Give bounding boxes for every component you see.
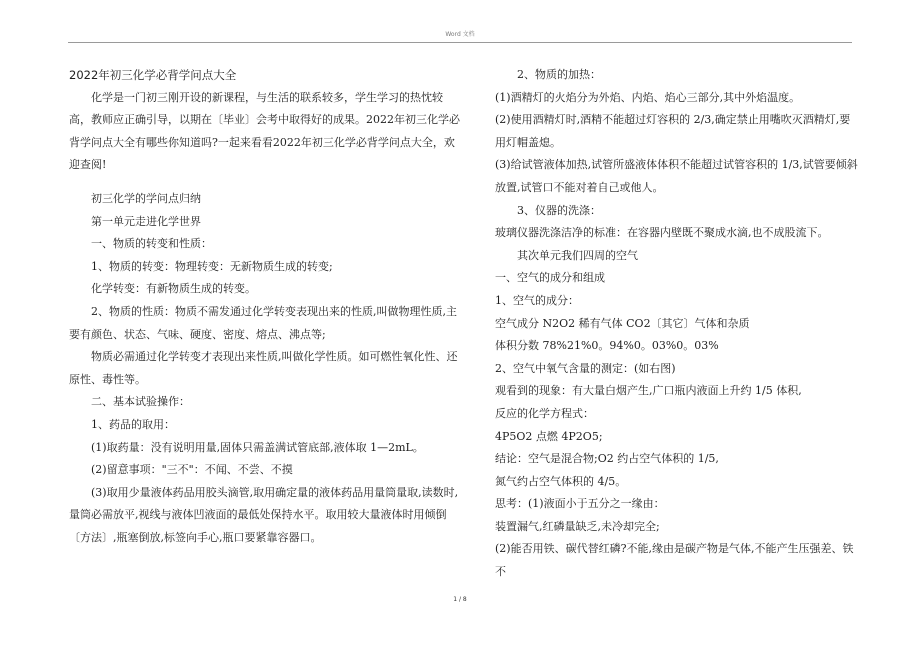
body-paragraph: 2、物质的性质：物质不需发通过化学转变表现出来的性质,叫做物理性质,主要有颜色、状态、气味、硬度、密度、熔点、沸点等; [69, 304, 457, 341]
left-column [69, 64, 462, 549]
body-paragraph: (3)取用少量液体药品用胶头滴管,取用确定量的液体药品用量筒量取,读数时,量筒必需放平,视线与液体凹液面的最低处保持水平。取用较大量液体时用倾倒〔方法〕,瓶塞倒放,标签向手心,瓶口要紧靠容器口。 [69, 485, 459, 544]
body-line: 2、物质的加热： [517, 68, 601, 81]
body-line: (1)取药量：没有说明用量,固体只需盖满试管底部,液体取 1—2mL。 [91, 440, 424, 454]
paragraph-gap [69, 177, 462, 188]
body-line: 观看到的现象：有大量白烟产生,广口瓶内液面上升约 1/5 体积, [495, 384, 802, 398]
body-line: 反应的化学方程式： [495, 406, 594, 420]
body-line: 化学转变：有新物质生成的转变。 [91, 282, 256, 296]
body-line: 结论：空气是混合物;O2 约占空气体积的 1/5, [495, 452, 719, 466]
body-line: 空气成分 N2O2 稀有气体 CO2〔其它〕气体和杂质 [495, 316, 750, 330]
unit-heading: 第一单元走进化学世界 [91, 214, 201, 228]
body-line: 1、空气的成分： [495, 293, 579, 307]
body-line: 2、空气中氧气含量的测定：(如右图) [495, 361, 676, 375]
body-line: (2)留意事项："三不"：不闻、不尝、不摸 [91, 463, 293, 477]
right-column [495, 64, 859, 584]
body-line: (1)酒精灯的火焰分为外焰、内焰、焰心三部分,其中外焰温度。 [495, 90, 801, 104]
unit-heading: 其次单元我们四周的空气 [517, 248, 638, 262]
body-line: (2)能否用铁、碳代替红磷?不能,缘由是碳产物是气体,不能产生压强差、铁不 [495, 542, 854, 579]
body-paragraph: 物质必需通过化学转变才表现出来性质,叫做化学性质。如可燃性氧化性、还原性、毒性等。 [69, 350, 458, 386]
page-number: 1 / 8 [453, 596, 467, 603]
body-paragraph: (2)使用酒精灯时,酒精不能超过灯容积的 2/3,确定禁止用嘴吹灭酒精灯,要用灯帽盖熄。 [495, 113, 851, 149]
subsection-heading: 一、物质的转变和性质： [91, 237, 212, 251]
body-paragraph: (3)给试管液体加热,试管所盛液体体积不能超过试管容积的 1/3,试管要倾斜放置,试管口不能对着自己或他人。 [495, 158, 858, 194]
subsection-heading: 一、空气的成分和组成 [495, 271, 605, 285]
body-line: 体积分数 78%21%0。94%0。03%0。03% [495, 339, 719, 353]
document-header: Word 文档 [445, 31, 475, 38]
body-line: 装置漏气,红磷量缺乏,未冷却完全; [495, 519, 660, 533]
body-line: 氮气约占空气体积的 4/5。 [495, 474, 627, 488]
header-rule [68, 42, 852, 43]
body-line: 思考：(1)液面小于五分之一缘由： [495, 497, 665, 511]
subsection-heading: 二、基本试验操作： [91, 395, 190, 409]
body-line: 1、药品的取用： [91, 417, 175, 431]
section-heading: 初三化学的学问点归纳 [91, 191, 201, 205]
intro-paragraph: 化学是一门初三刚开设的新课程，与生活的联系较多，学生学习的热忱较高，教师应正确引导，以期在〔毕业〕会考中取得好的成果。2022年初三化学必背学问点大全有哪些你知道吗?一起来看看2022年初三化学必背学问点大全，欢迎查阅! [69, 90, 460, 172]
body-line: 3、仪器的洗涤： [517, 203, 601, 217]
body-line: 玻璃仪器洗涤洁净的标准：在容器内壁既不聚成水滴,也不成股流下。 [495, 226, 829, 240]
body-line: 1、物质的转变：物理转变：无新物质生成的转变; [91, 259, 333, 273]
equation-line: 4P5O2 点燃 4P2O5; [495, 429, 603, 443]
document-title: 2022年初三化学必背学问点大全 [69, 68, 237, 82]
